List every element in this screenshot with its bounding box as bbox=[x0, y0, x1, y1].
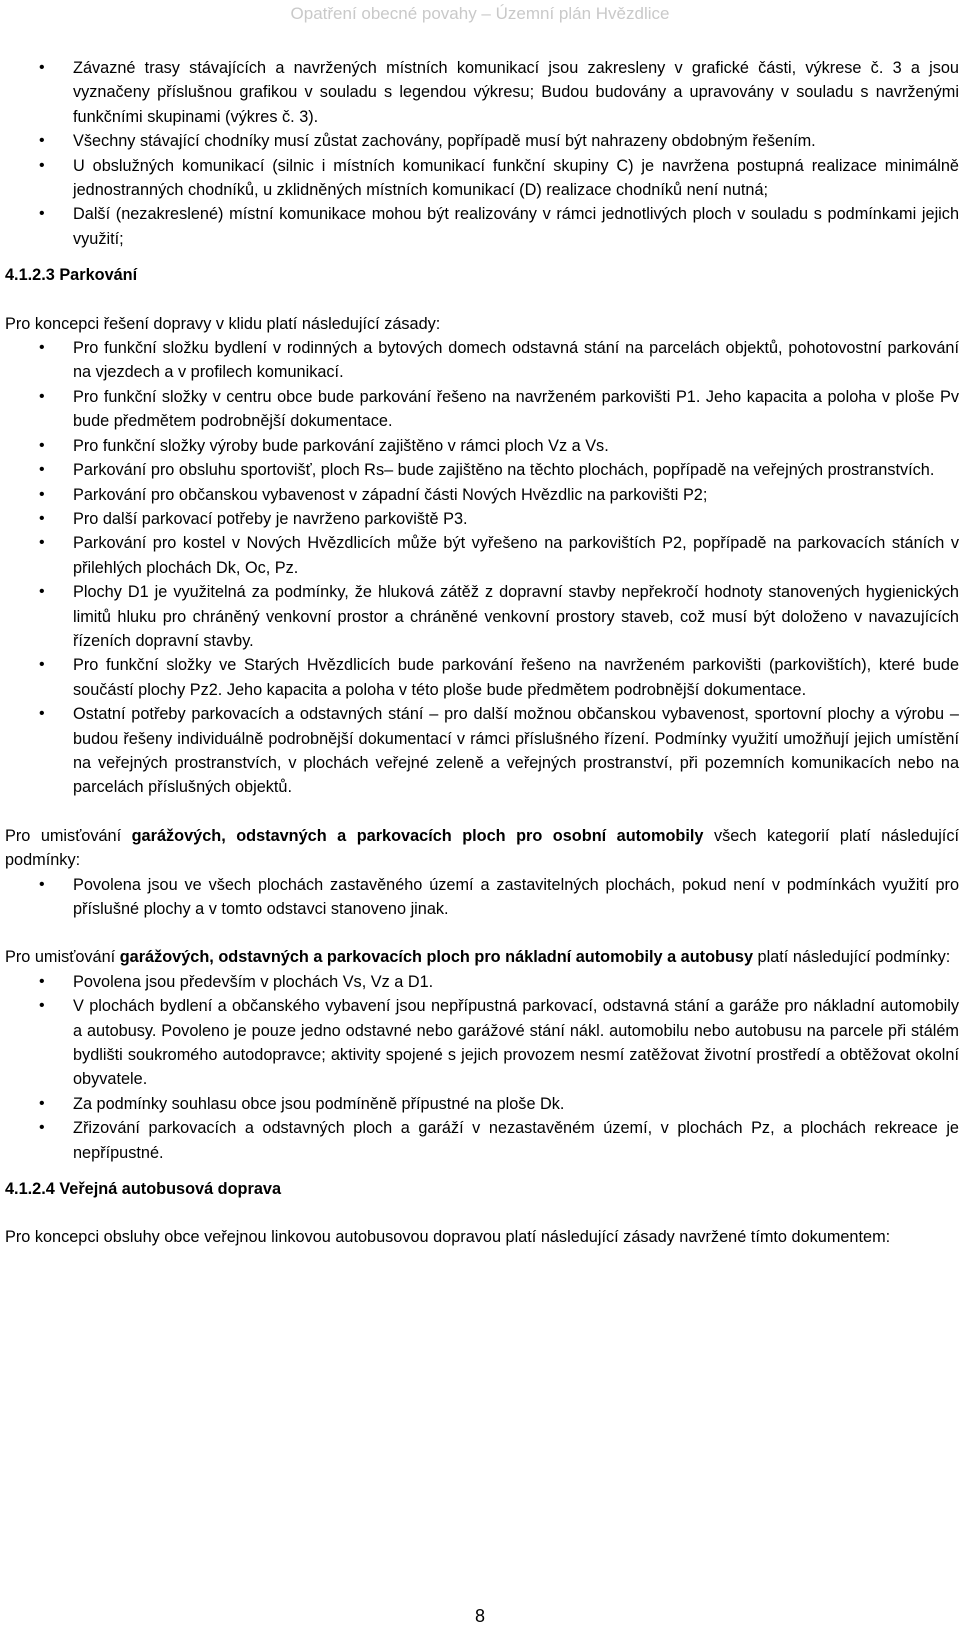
list-item: • Povolena jsou ve všech plochách zastavěného území a zastavitelných plochách, pokud není v podmínkách využití pro příslušné plochy a v tomto odstavci stanoveno jinak. bbox=[5, 873, 959, 922]
trucks-rules-list bbox=[5, 970, 959, 1165]
cars-intro-text-end: všech kategorií platí následující podmínky: bbox=[5, 826, 959, 870]
cars-intro-bold: garážových, odstavných a parkovacích ploch pro osobní automobily bbox=[131, 826, 704, 845]
list-item: • Parkování pro obsluhu sportovišť, ploch Rs– bude zajištěno na těchto plochách, popřípadě na veřejných prostranstvích. bbox=[5, 458, 959, 482]
parking-rules-list bbox=[5, 336, 959, 800]
list-item: • Ostatní potřeby parkovacích a odstavných stání – pro další možnou občanskou vybavenost, sportovní plochy a výrobu – budou řešeny individuálně podrobnější dokumentací v rámci příslušného řízení. Podmínky využití umožňují jejich umístění na veřejných prostranstvích, v plochách veřejné zeleně a veřejných prostranství, při pozemních komunikacích nebo na parcelách příslušných objektů. bbox=[5, 702, 959, 800]
running-header: Opatření obecné povahy – Územní plán Hvězdlice bbox=[290, 4, 670, 23]
list-item: • Povolena jsou především v plochách Vs, Vz a D1. bbox=[5, 970, 959, 994]
list-item: • Závazné trasy stávajících a navržených místních komunikací jsou zakresleny v grafické části, výkrese č. 3 a jsou vyznačeny příslušnou grafikou v souladu s legendou výkresu; Budou budovány a upravovány v souladu s navrženými funkčními skupinami (výkres č. 3). bbox=[5, 56, 959, 129]
road-rules-list bbox=[5, 56, 959, 251]
bus-intro: Pro koncepci obsluhy obce veřejnou linkovou autobusovou dopravou platí následující zásady navržené tímto dokumentem: bbox=[5, 1228, 891, 1247]
trucks-intro bbox=[5, 945, 959, 969]
list-item: • Další (nezakreslené) místní komunikace mohou být realizovány v rámci jednotlivých ploch v souladu s podmínkami jejich využití; bbox=[5, 202, 959, 251]
page-number: 8 bbox=[474, 1606, 485, 1626]
section-heading-parking: 4.1.2.3 Parkování bbox=[5, 266, 138, 285]
list-item: • Za podmínky souhlasu obce jsou podmíněně přípustné na ploše Dk. bbox=[5, 1092, 959, 1116]
list-item: • Pro funkční složku bydlení v rodinných a bytových domech odstavná stání na parcelách objektů, pohotovostní parkování na vjezdech a v profilech komunikací. bbox=[5, 336, 959, 385]
trucks-intro-text-end: platí následující podmínky: bbox=[753, 948, 951, 967]
parking-intro: Pro koncepci řešení dopravy v klidu platí následující zásady: bbox=[5, 314, 441, 333]
list-item: • Pro funkční složky ve Starých Hvězdlicích bude parkování řešeno na navrženém parkovišti (parkovištích), které bude součástí plochy Pz2. Jeho kapacita a poloha v této ploše bude předmětem podrobnější dokumentace. bbox=[5, 653, 959, 702]
list-item: • Parkování pro občanskou vybavenost v západní části Nových Hvězdlic na parkovišti P2; bbox=[5, 483, 959, 507]
list-item: • Parkování pro kostel v Nových Hvězdlicích může být vyřešeno na parkovištích P2, popřípadě na parkovacích stáních v přilehlých plochách Dk, Oc, Pz. bbox=[5, 531, 959, 580]
section-heading-bus: 4.1.2.4 Veřejná autobusová doprava bbox=[5, 1180, 281, 1199]
list-item: • Pro funkční složky v centru obce bude parkování řešeno na navrženém parkovišti P1. Jeho kapacita a poloha v ploše Pv bude předmětem podrobnější dokumentace. bbox=[5, 385, 959, 434]
list-item: • Pro funkční složky výroby bude parkování zajištěno v rámci ploch Vz a Vs. bbox=[5, 434, 959, 458]
list-item: • Plochy D1 je využitelná za podmínky, že hluková zátěž z dopravní stavby nepřekročí hodnoty stanovených hygienických limitů hluku pro chráněný venkovní prostor a chráněné venkovní prostory staveb, což musí být doloženo v navazujících řízeních dopravní stavby. bbox=[5, 580, 959, 653]
list-item: • Všechny stávající chodníky musí zůstat zachovány, popřípadě musí být nahrazeny obdobným řešením. bbox=[5, 129, 959, 153]
trucks-intro-bold: garážových, odstavných a parkovacích ploch pro nákladní automobily a autobusy bbox=[119, 948, 754, 967]
cars-intro-text: Pro umisťování bbox=[5, 826, 132, 845]
cars-rules-list bbox=[5, 873, 959, 922]
list-item: • Pro další parkovací potřeby je navrženo parkoviště P3. bbox=[5, 507, 959, 531]
trucks-intro-text: Pro umisťování bbox=[5, 948, 120, 967]
cars-intro bbox=[5, 824, 959, 873]
list-item: • Zřizování parkovacích a odstavných ploch a garáží v nezastavěném území, v plochách Pz, a plochách rekreace je nepřípustné. bbox=[5, 1116, 959, 1165]
list-item: • V plochách bydlení a občanského vybavení jsou nepřípustná parkovací, odstavná stání a garáže pro nákladní automobily a autobusy. Povoleno je pouze jedno odstavné nebo garážové stání nákl. automobilu nebo autobusu na parcele při stálém bydlišti soukromého autodopravce; aktivity spojené s jejich provozem nesmí zatěžovat životní prostředí a obtěžovat okolní obyvatele. bbox=[5, 994, 959, 1092]
list-item: • U obslužných komunikací (silnic i místních komunikací funkční skupiny C) je navržena postupná realizace minimálně jednostranných chodníků, u zklidněných místních komunikací (D) realizace chodníků není nutná; bbox=[5, 154, 959, 203]
document-body bbox=[5, 56, 959, 1250]
